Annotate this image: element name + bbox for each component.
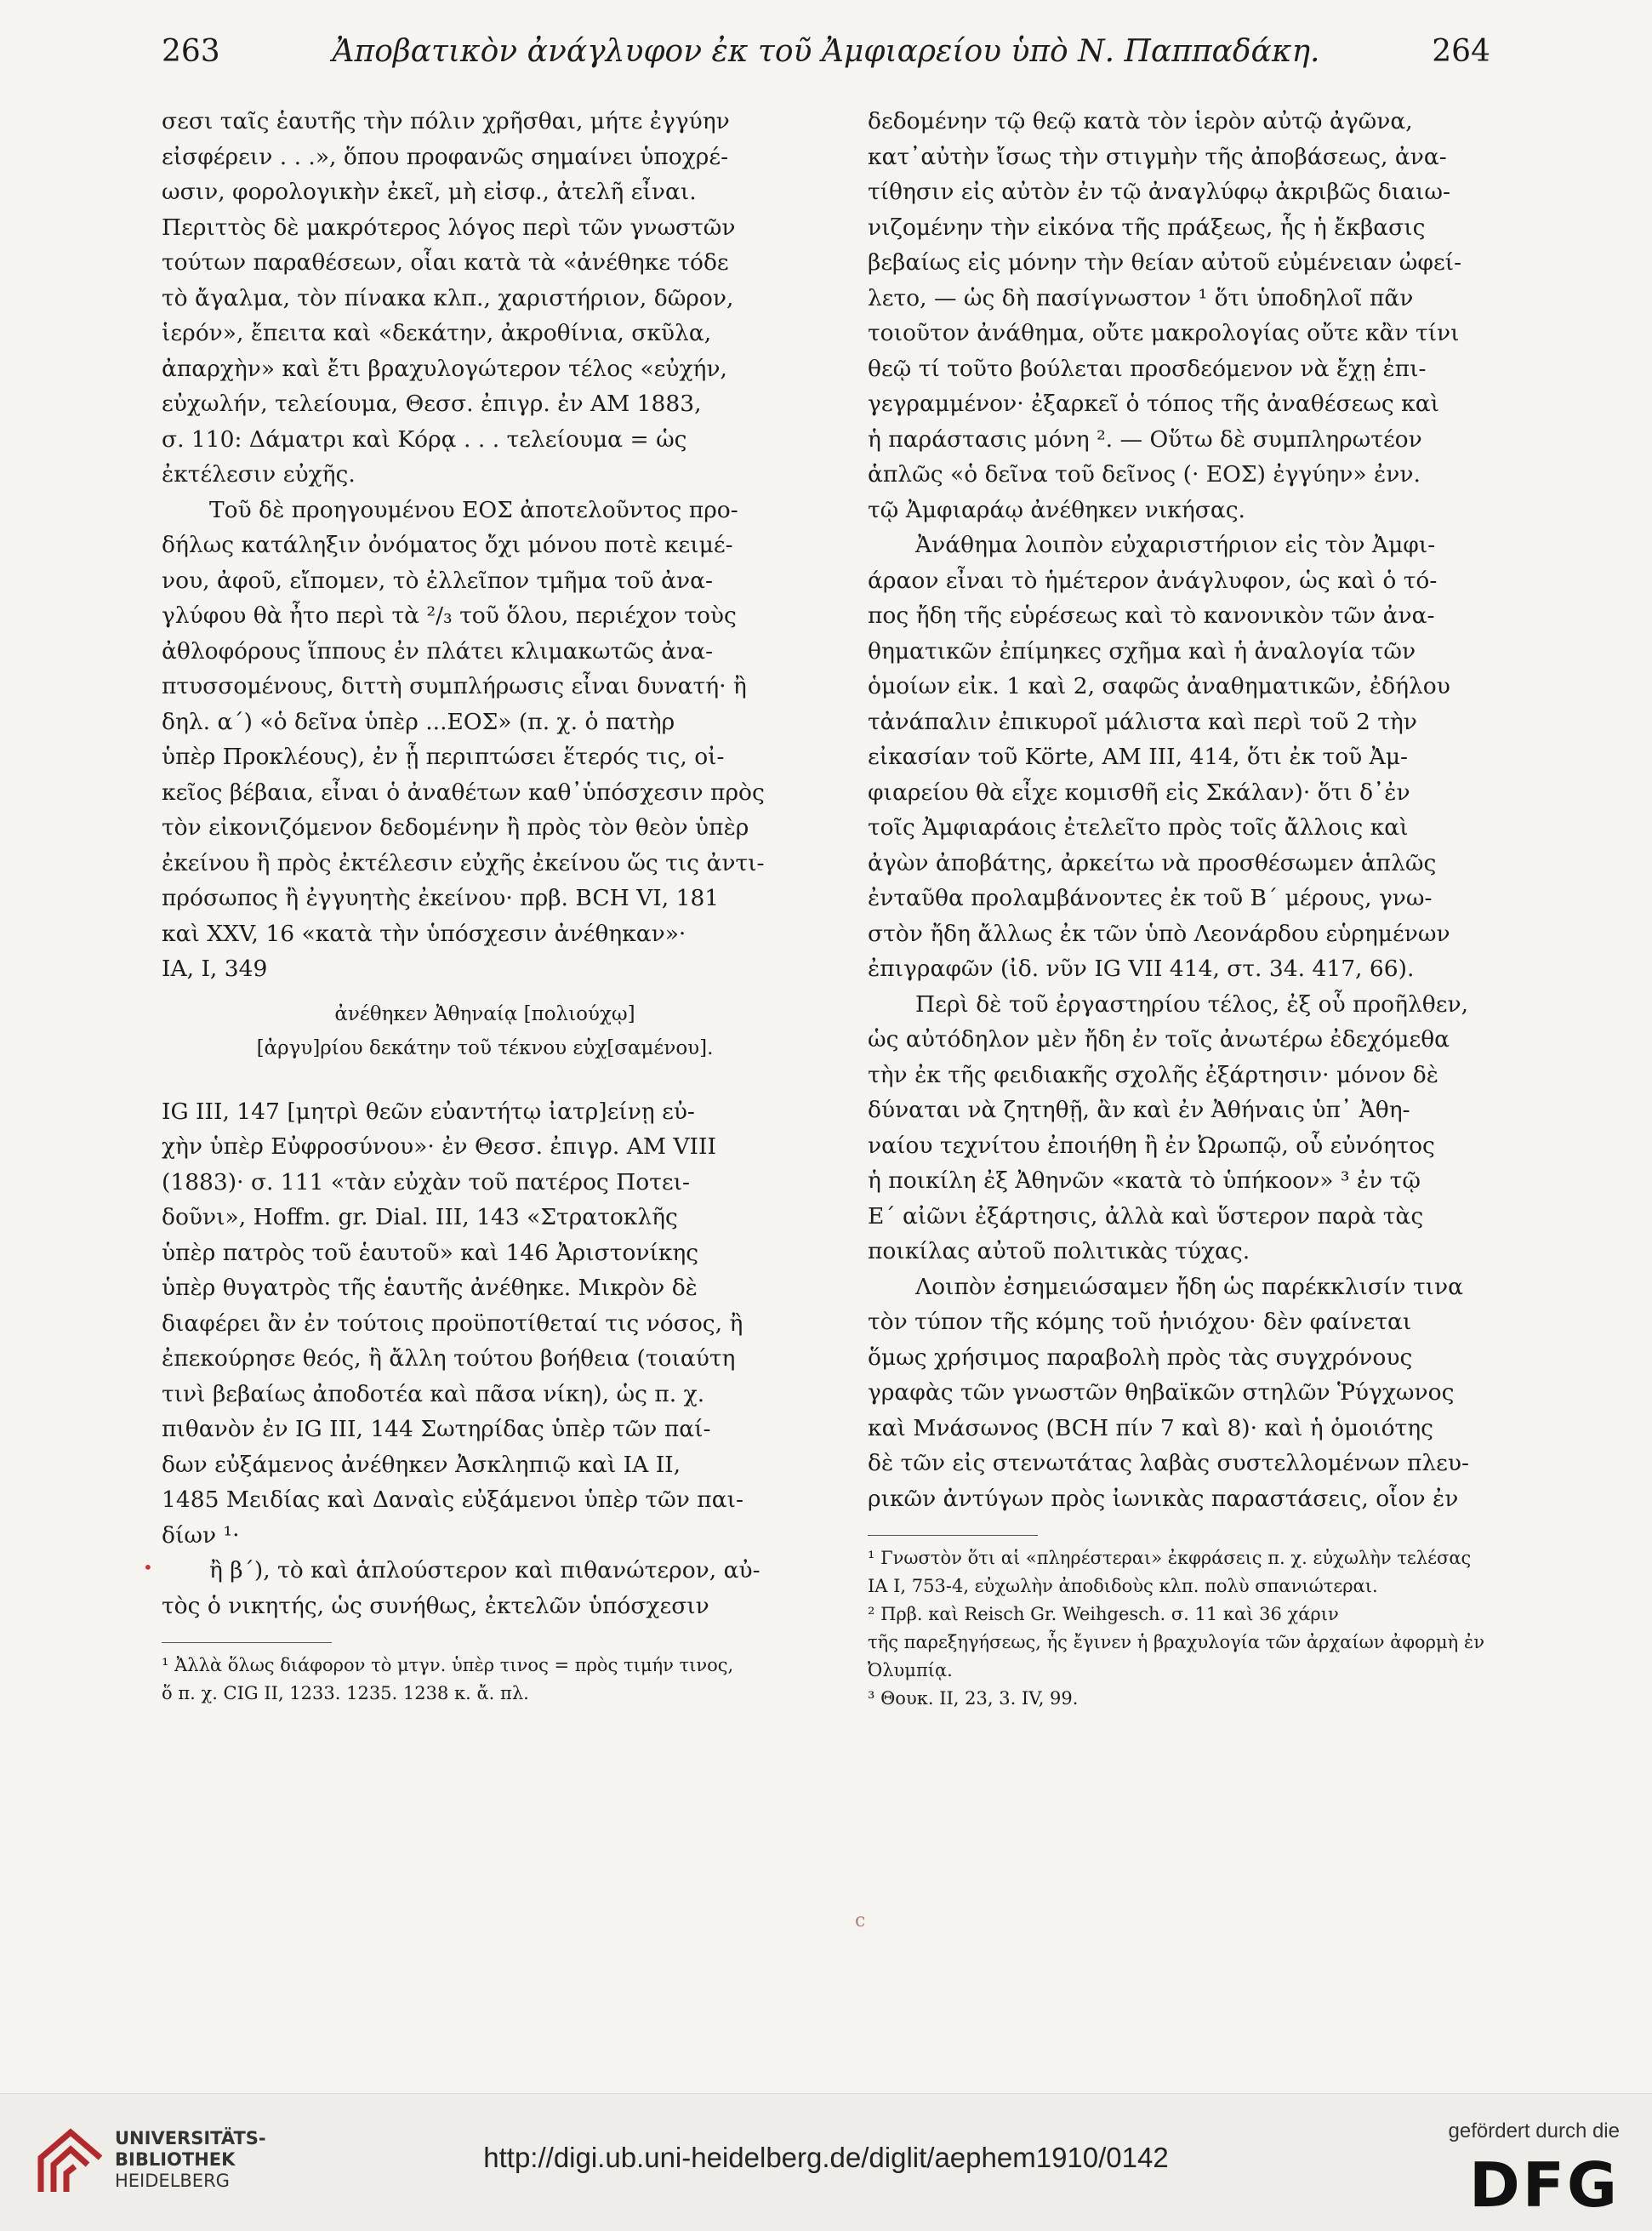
text-line: ἐπιγραφῶν (ἰδ. νῦν IG VII 414, στ. 34. 417, 66). [868,956,1415,982]
text-line: δηλ. α´) «ὁ δεῖνα ὑπὲρ ...ΕΟΣ» (π. χ. ὁ πατὴρ [162,708,675,735]
margin-bullet-mark: • [143,1557,153,1578]
text-line: ἐπεκούρησε θεός, ἢ ἄλλη τούτου βοήθεια (τοιαύτη [162,1345,736,1372]
text-line: τὸ ἄγαλμα, τὸν πίνακα κλπ., χαριστήριον, δῶρον, [162,284,734,311]
dfg-logo[interactable]: DFG [1468,2149,1620,2221]
inscription-quote [162,997,808,1065]
left-column [162,104,808,1708]
text-line: τινὶ βεβαίως ἀποδοτέα καὶ πᾶσα νίκη), ὡς π. χ. [162,1380,705,1407]
text-line: [ἀργυ]ρίου δεκάτην τοῦ τέκνου εὐχ[σαμένου]. [256,1036,714,1059]
text-line: νιζομένην τὴν εἰκόνα τῆς πράξεως, ἧς ἡ ἔκβασις [868,214,1426,241]
text-line: ὑπὲρ θυγατρὸς τῆς ἑαυτῆς ἀνέθηκε. Μικρὸν δὲ [162,1275,698,1301]
text-line: ἀνέθηκεν Ἀθηναίᾳ [πολιούχῳ] [334,1002,635,1025]
left-paragraph-4 [162,1553,808,1623]
text-line: τὸν τύπον τῆς κόμης τοῦ ἡνιόχου· δὲν φαίνεται [868,1309,1412,1335]
text-line: Ε´ αἰῶνι ἐξάρτησις, ἀλλὰ καὶ ὕστερον παρὰ τὰς [868,1202,1424,1230]
text-line: ὑπὲρ Προκλέους), ἐν ᾗ περιπτώσει ἕτερός τις, οἰ- [162,744,725,770]
text-line: τῆς παρεξηγήσεως, ἧς ἔγινεν ἡ βραχυλογία τῶν ἀρχαίων ἀφορμὴ ἐν [868,1632,1484,1652]
text-line: δοῦνι», Hoffm. gr. Dial. III, 143 «Στρατοκλῆς [162,1204,678,1230]
right-paragraph-4 [868,1270,1514,1517]
left-paragraph-2 [162,493,808,987]
text-line: σεσι ταῖς ἑαυτῆς τὴν πόλιν χρῆσθαι, μήτε ἐγγύην [162,108,730,134]
page-number-left: 263 [162,34,220,69]
text-line: γεγραμμένον· ἐξαρκεῖ ὁ τόπος τῆς ἀναθέσεως καὶ [868,391,1440,417]
text-line: ² Πρβ. καὶ Reisch Gr. Weihgesch. σ. 11 καὶ 36 χάριν [868,1604,1339,1624]
right-footnotes [868,1544,1514,1713]
text-line: ωσιν, φορολογικὴν ἐκεῖ, μὴ εἰσφ., ἀτελῆ εἶναι. [162,179,697,205]
right-paragraph-1 [868,104,1514,528]
text-line: καὶ Μνάσωνος (BCH πίν 7 καὶ 8)· καὶ ἡ ὁμοιότης [868,1414,1433,1441]
stray-mark: c [855,1910,866,1931]
viewer-footer [0,2093,1652,2231]
text-line: τὸς ὁ νικητής, ὡς συνήθως, ἐκτελῶν ὑπόσχεσιν [162,1592,709,1619]
text-line: ὅμως χρήσιμος παραβολὴ πρὸς τὰς συγχρόνους [868,1344,1413,1371]
text-line: θεῷ τί τοῦτο βούλεται προσδεόμενον νὰ ἔχῃ ἐπι- [868,355,1427,382]
text-line: δύναται νὰ ζητηθῇ, ἂν καὶ ἐν Ἀθήναις ὑπ᾽ Ἀθη- [868,1097,1410,1123]
footnote-rule [162,1642,332,1643]
text-line: στὸν ἤδη ἄλλως ἐκ τῶν ὑπὸ Λεονάρδου εὑρημένων [868,920,1450,947]
text-line: ἐνταῦθα προλαμβάνοντες ἐκ τοῦ Β´ μέρους, γνω- [868,885,1433,911]
page-number-right: 264 [1432,34,1490,69]
text-line: ἀπαρχὴν» καὶ ἔτι βραχυλογώτερον τέλος «εὐχήν, [162,355,727,382]
text-line: βεβαίως εἰς μόνην τὴν θείαν αὐτοῦ εὐμένειαν ὠφεί- [868,249,1462,276]
text-line: δίων ¹· [162,1521,240,1549]
text-line: δὲ τῶν εἰς στενωτάτας λαβὰς συστελλομένων πλευ- [868,1450,1469,1476]
text-line: ἐκτέλεσιν εὐχῆς. [162,461,356,488]
text-line: ὑπὲρ πατρὸς τοῦ ἑαυτοῦ» καὶ 146 Ἀριστονίκης [162,1239,699,1266]
text-line: IA I, 753-4, εὐχωλὴν ἀποδιδοὺς κλπ. πολὺ σπανιώτεραι. [868,1576,1378,1596]
text-line: θηματικῶν ἐπίμηκες σχῆμα καὶ ἡ ἀναλογία τῶν [868,637,1416,665]
text-line: IG III, 147 [μητρὶ θεῶν εὐαντήτῳ ἰατρ]είνῃ εὐ- [162,1098,695,1125]
text-line: ὡς αὐτόδηλον μὲν ἤδη ἐν τοῖς ἀνωτέρω ἐδεχόμεθα [868,1026,1450,1053]
left-paragraph-1 [162,104,808,493]
text-line: εἰκασίαν τοῦ Körte, AM III, 414, ὅτι ἐκ τοῦ Ἀμ- [868,744,1408,770]
text-line: Περὶ δὲ τοῦ ἐργαστηρίου τέλος, ἐξ οὗ προῆλθεν, [915,990,1468,1018]
text-line: ³ Θουκ. II, 23, 3. IV, 99. [868,1688,1079,1709]
text-line: ¹ Γνωστὸν ὅτι αἱ «πληρέστεραι» ἐκφράσεις π. χ. εὐχωλὴν τελέσας [868,1548,1472,1568]
text-line: κεῖος βέβαια, εἶναι ὁ ἀναθέτων καθ᾽ὑπόσχεσιν πρὸς [162,779,765,806]
text-line: ἱερόν», ἔπειτα καὶ «δεκάτην, ἀκροθίνια, σκῦλα, [162,320,712,346]
text-line: πτυσσομένους, διττὴ συμπλήρωσις εἶναι δυνατή· ἢ [162,673,747,699]
text-line: χὴν ὑπὲρ Εὐφροσύνου»· ἐν Θεσσ. ἐπιγρ. AM VIII [162,1133,716,1160]
text-line: (1883)· σ. 111 «τὰν εὐχὰν τοῦ πατέρος Ποτει- [162,1168,690,1195]
text-line: δεδομένην τῷ θεῷ κατὰ τὸν ἱερὸν αὐτῷ ἀγῶνα, [868,108,1413,134]
text-line: ναίου τεχνίτου ἐποιήθη ἢ ἐν Ὠρωπῷ, οὗ εὐνόητος [868,1132,1435,1159]
permalink-url[interactable]: http://digi.ub.uni-heidelberg.de/diglit/aephem1910/0142 [483,2142,1169,2173]
text-line: ἢ β´), τὸ καὶ ἁπλούστερον καὶ πιθανώτερον, αὐ- [209,1557,760,1583]
right-paragraph-3 [868,987,1514,1270]
text-line: τῷ Ἀμφιαράῳ ἀνέθηκεν νικήσας. [868,496,1245,523]
text-line: ἁπλῶς «ὁ δεῖνα τοῦ δεῖνος (· ΕΟΣ) ἐγγύην» ἐνν. [868,461,1421,488]
right-column [868,104,1514,1713]
footnote-rule [868,1535,1038,1536]
text-line: ἡ παράστασις μόνη ². — Οὕτω δὲ συμπληρωτέον [868,425,1422,453]
text-line: ποικίλας αὐτοῦ πολιτικὰς τύχας. [868,1238,1250,1264]
text-line: πιθανὸν ἐν IG III, 144 Σωτηρίδας ὑπὲρ τῶν παί- [162,1416,711,1442]
running-title: Ἀποβατικὸν ἀνάγλυφον ἐκ τοῦ Ἀμφιαρείου ὑπὸ Ν. Παππαδάκη. [332,34,1320,69]
text-line: Περιττὸς δὲ μακρότερος λόγος περὶ τῶν γνωστῶν [162,214,736,241]
library-name-line-1: UNIVERSITÄTS- [115,2128,266,2148]
text-line: διαφέρει ἂν ἐν τούτοις προϋποτίθεταί τις νόσος, ἢ [162,1310,743,1337]
text-line: άραον εἶναι τὸ ἡμέτερον ἀνάγλυφον, ὡς καὶ ὁ τό- [868,567,1438,594]
text-line: πρόσωπος ἢ ἐγγυητὴς ἐκείνου· πρβ. BCH VI, 181 [162,885,720,911]
library-name-line-2: BIBLIOTHEK [115,2149,236,2170]
right-paragraph-2 [868,528,1514,987]
left-footnotes [162,1652,808,1708]
funding-note: gefördert durch die [1448,2120,1620,2143]
text-line: Τοῦ δὲ προηγουμένου ΕΟΣ ἀποτελοῦντος προ- [209,496,738,523]
text-line: Ὀλυμπίᾳ. [868,1660,953,1680]
text-line: τὴν ἐκ τῆς φειδιακῆς σχολῆς ἐξάρτησιν· μόνον δὲ [868,1061,1438,1088]
text-line: λετο, — ὡς δὴ πασίγνωστον ¹ ὅτι ὑποδηλοῖ πᾶν [868,284,1414,311]
text-line: τοιοῦτον ἀνάθημα, οὔτε μακρολογίας οὔτε κἂν τίνι [868,320,1460,346]
text-line: πος ἤδη τῆς εὑρέσεως καὶ τὸ κανονικὸν τῶν ἀνα- [868,602,1435,629]
text-line: νου, ἀφοῦ, εἴπομεν, τὸ ἐλλεῖπον τμῆμα τοῦ ἀνα- [162,567,713,594]
text-line: ἀγὼν ἀποβάτης, ἀρκείτω νὰ προσθέσωμεν ἁπλῶς [868,849,1437,876]
text-line: σ. 110: Δάματρι καὶ Κόρᾳ . . . τελείουμα = ὡς [162,425,687,453]
text-line: φιαρείου θὰ εἶχε κομισθῆ εἰς Σκάλαν)· ὅτι δ᾽ἐν [868,779,1410,806]
text-line: ρικῶν ἀντύγων πρὸς ἰωνικὰς παραστάσεις, οἷον ἐν [868,1485,1459,1512]
text-line: δήλως κατάληξιν ὀνόματος ὄχι μόνου ποτὲ κειμέ- [162,532,733,558]
text-line: τὸν εἰκονιζόμενον δεδομένην ἢ πρὸς τὸν θεὸν ὑπὲρ [162,814,749,841]
text-line: ὅ π. χ. CIG II, 1233. 1235. 1238 κ. ἄ. πλ. [162,1683,529,1703]
text-line: Λοιπὸν ἐσημειώσαμεν ἤδη ὡς παρέκκλισίν τινα [915,1273,1463,1300]
text-line: IA, I, 349 [162,956,268,982]
text-line: τοῖς Ἀμφιαράοις ἐτελεῖτο πρὸς τοῖς ἄλλοις καὶ [868,814,1409,841]
text-line: ὁμοίων εἰκ. 1 καὶ 2, σαφῶς ἀναθηματικῶν, ἐδήλου [868,673,1450,699]
text-line: 1485 Μειδίας καὶ Δαναὶς εὐξάμενοι ὑπὲρ τῶν παι- [162,1486,743,1513]
text-line: ¹ Ἀλλὰ ὅλως διάφορον τὸ μτγν. ὑπὲρ τινος = πρὸς τιμήν τινος, [162,1655,734,1675]
library-name-line-3: HEIDELBERG [115,2171,230,2191]
text-line: τίθησιν εἰς αὐτὸν ἐν τῷ ἀναγλύφῳ ἀκριβῶς διαιω- [868,179,1450,205]
running-header [162,34,1490,82]
text-line: καὶ XXV, 16 «κατὰ τὴν ὑπόσχεσιν ἀνέθηκαν»· [162,920,686,947]
text-line: εἰσφέρειν . . .», ὅπου προφανῶς σημαίνει ὑποχρέ- [162,143,729,170]
left-paragraph-3 [162,1094,808,1554]
text-line: τούτων παραθέσεων, οἷαι κατὰ τὰ «ἀνέθηκε τόδε [162,249,729,276]
text-line: γραφὰς τῶν γνωστῶν θηβαϊκῶν στηλῶν Ῥύγχωνος [868,1379,1455,1406]
text-line: ἡ ποικίλη ἐξ Ἀθηνῶν «κατὰ τὸ ὑπήκοον» ³ ἐν τῷ [868,1167,1421,1194]
text-line: ἐκείνου ἢ πρὸς ἐκτέλεσιν εὐχῆς ἐκείνου ὥς τις ἀντι- [162,849,765,876]
text-line: δων εὐξάμενος ἀνέθηκεν Ἀσκληπιῷ καὶ IA II, [162,1451,681,1478]
text-line: τἀνάπαλιν ἐπικυροῖ μάλιστα καὶ περὶ τοῦ 2 τὴν [868,708,1417,735]
text-line: ἀθλοφόρους ἵππους ἐν πλάτει κλιμακωτῶς ἀνα- [162,637,714,665]
text-line: εὐχωλήν, τελείουμα, Θεσσ. ἐπιγρ. ἐν AM 1883, [162,391,702,417]
text-line: Ἀνάθημα λοιπὸν εὐχαριστήριον εἰς τὸν Ἀμφι- [915,532,1436,558]
text-line: γλύφου θὰ ἦτο περὶ τὰ ²/₃ τοῦ ὅλου, περιέχον τοὺς [162,602,737,629]
text-line: κατ᾽αὐτὴν ἴσως τὴν στιγμὴν τῆς ἀποβάσεως, ἀνα- [868,143,1447,170]
